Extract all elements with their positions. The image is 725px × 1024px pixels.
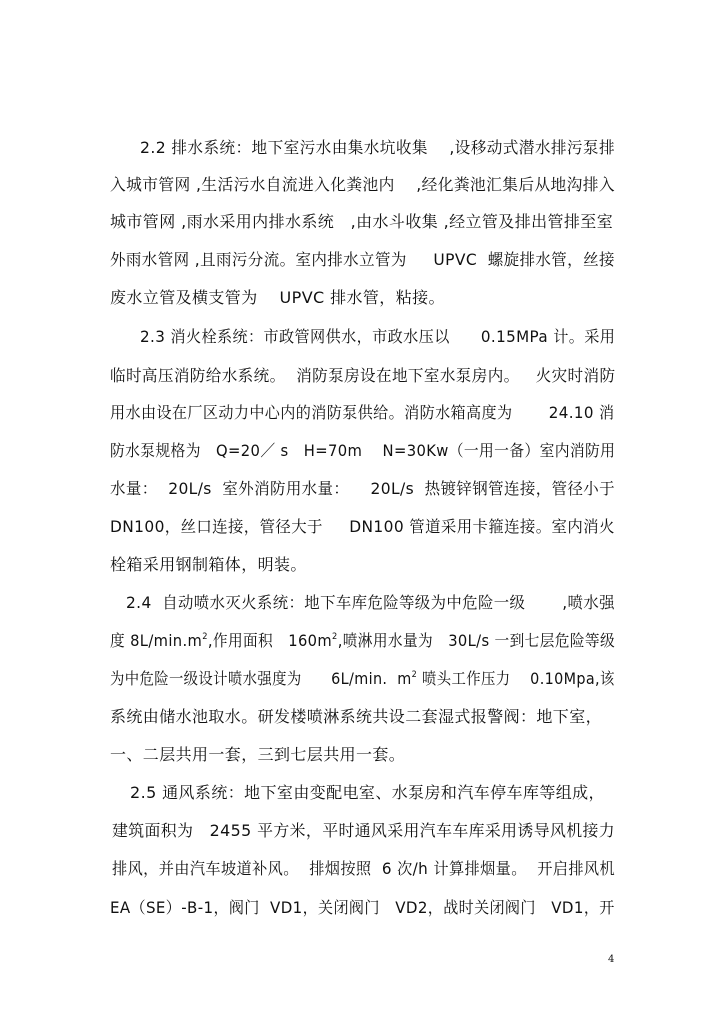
superscript: 2 <box>411 670 418 680</box>
text-line <box>110 669 615 689</box>
text-line: 系统由储水池取水。研发楼喷淋系统共设二套湿式报警阀：地下室， <box>110 707 603 726</box>
text-line: 防水泵规格为 Q=20／ s H=70m N=30Kw（一用一备）室内消防用 <box>110 441 616 460</box>
text-line: 外雨水管网 ,且雨污分流。室内排水立管为 UPVC 螺旋排水管，丝接 <box>110 250 615 269</box>
text-line: DN100，丝口连接，管径大于 DN100 管道采用卡箍连接。室内消火 <box>110 517 615 536</box>
text-line: 栓箱采用钢制箱体，明装。 <box>110 555 307 574</box>
text-line: 2.3 消火栓系统：市政管网供水，市政水压以 0.15MPa 计。采用 <box>140 327 616 346</box>
text-fragment: 度 8L/min.m <box>110 631 203 650</box>
superscript: 2 <box>202 632 208 642</box>
text-line: 2.2 排水系统：地下室污水由集水坑收集 ,设移动式潜水排污泵排 <box>140 138 615 157</box>
text-fragment: 喷头工作压力 0.10Mpa,该 <box>417 669 615 688</box>
text-line: EA（SE）-B-1，阀门 VD1，关闭阀门 VD2，战时关闭阀门 VD1，开 <box>110 898 615 917</box>
text-line: 排风，并由汽车坡道补风。 排烟按照 6 次/h 计算排烟量。 开启排风机 <box>112 859 616 878</box>
text-line: 城市管网 ,雨水采用内排水系统 ,由水斗收集 ,经立管及排出管排至室 <box>110 212 614 231</box>
text-line: 用水由设在厂区动力中心内的消防泵供给。消防水箱高度为 24.10 消 <box>110 403 615 422</box>
text-line: 入城市管网 ,生活污水自流进入化粪池内 ,经化粪池汇集后从地沟排入 <box>110 175 616 194</box>
text-line: 水量： 20L/s 室外消防用水量： 20L/s 热镀锌钢管连接，管径小于 <box>110 479 616 498</box>
text-line: 临时高压消防给水系统。 消防泵房设在地下室水泵房内。 火灾时消防 <box>110 366 616 385</box>
text-line: 2.5 通风系统：地下室由变配电室、水泵房和汽车停车库等组成， <box>130 783 605 802</box>
text-fragment: 为中危险一级设计喷水强度为 6L/min. m <box>110 669 412 688</box>
text-fragment: ,喷淋用水量为 30L/s 一到七层危险等级 <box>337 631 616 650</box>
text-line: 2.4 自动喷水灭火系统：地下车库危险等级为中危险一级 ,喷水强 <box>126 593 615 612</box>
text-line: 一、二层共用一套，三到七层共用一套。 <box>110 745 406 764</box>
text-line: 建筑面积为 2455 平方米，平时通风采用汽车车库采用诱导风机接力 <box>112 821 616 840</box>
text-line <box>110 631 615 651</box>
page-number: 4 <box>608 954 615 965</box>
text-line: 废水立管及横支管为 UPVC 排水管，粘接。 <box>110 288 445 307</box>
superscript: 2 <box>332 632 338 642</box>
text-fragment: ,作用面积 160m <box>207 631 333 650</box>
